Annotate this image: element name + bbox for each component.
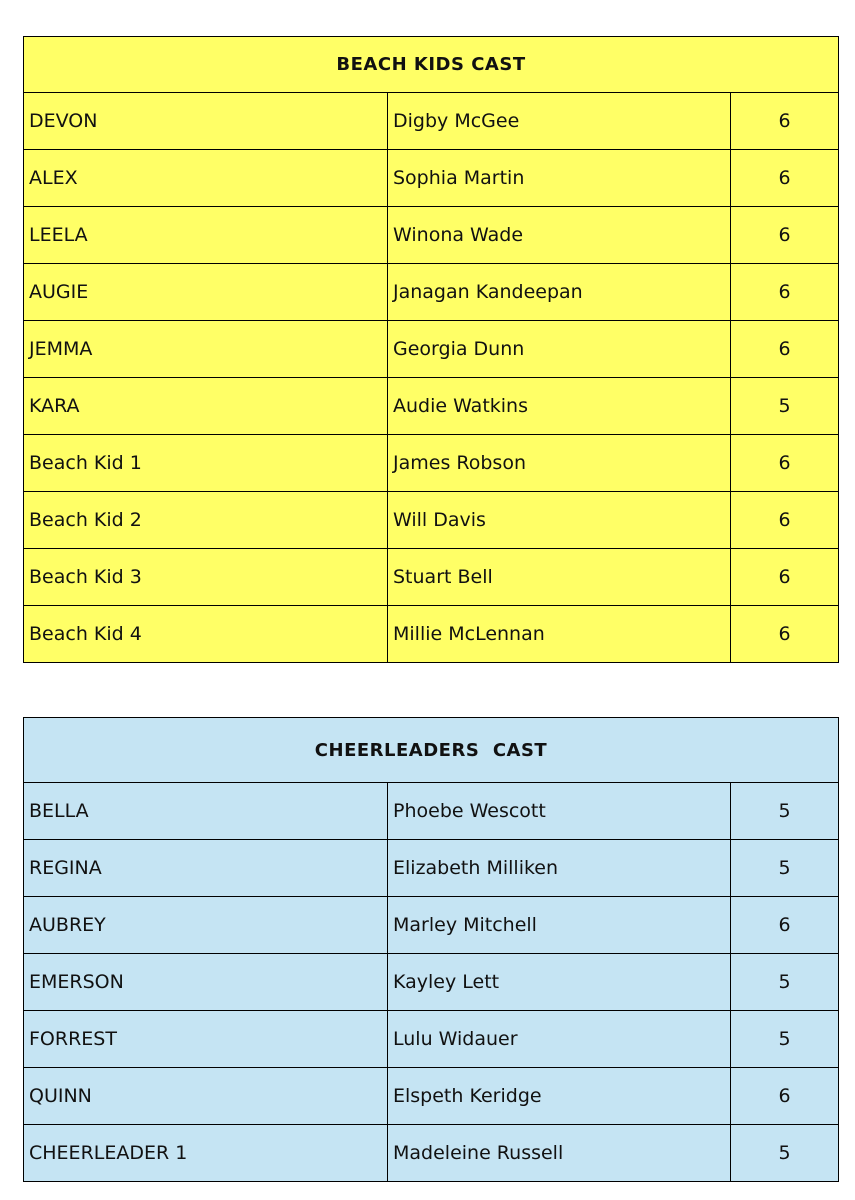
role-cell: Beach Kid 1 [24,435,388,492]
actor-cell: James Robson [388,435,731,492]
role-cell: Beach Kid 3 [24,549,388,606]
year-cell: 5 [731,1125,839,1182]
year-cell: 5 [731,378,839,435]
beach-kids-cast-table [23,36,839,663]
year-cell: 6 [731,606,839,663]
year-cell: 5 [731,1011,839,1068]
table-row [24,378,839,435]
actor-cell: Stuart Bell [388,549,731,606]
cheerleaders-title: CHEERLEADERS CAST [24,718,839,783]
role-cell: FORREST [24,1011,388,1068]
role-cell: LEELA [24,207,388,264]
table-header-row [24,718,839,783]
actor-cell: Elizabeth Milliken [388,840,731,897]
actor-cell: Madeleine Russell [388,1125,731,1182]
year-cell: 6 [731,150,839,207]
actor-cell: Will Davis [388,492,731,549]
actor-cell: Millie McLennan [388,606,731,663]
actor-cell: Sophia Martin [388,150,731,207]
table-row [24,783,839,840]
table-row [24,93,839,150]
role-cell: REGINA [24,840,388,897]
year-cell: 6 [731,93,839,150]
actor-cell: Digby McGee [388,93,731,150]
year-cell: 6 [731,264,839,321]
role-cell: KARA [24,378,388,435]
role-cell: Beach Kid 4 [24,606,388,663]
table-row [24,207,839,264]
actor-cell: Janagan Kandeepan [388,264,731,321]
role-cell: CHEERLEADER 1 [24,1125,388,1182]
actor-cell: Lulu Widauer [388,1011,731,1068]
table-row [24,150,839,207]
table-row [24,264,839,321]
role-cell: QUINN [24,1068,388,1125]
table-row [24,1125,839,1182]
actor-cell: Marley Mitchell [388,897,731,954]
beach-kids-title: BEACH KIDS CAST [24,37,839,93]
table-row [24,954,839,1011]
cheerleaders-cast-table [23,717,839,1182]
actor-cell: Audie Watkins [388,378,731,435]
year-cell: 6 [731,207,839,264]
role-cell: EMERSON [24,954,388,1011]
table-row [24,1068,839,1125]
table-row [24,435,839,492]
table-header-row [24,37,839,93]
year-cell: 6 [731,1068,839,1125]
year-cell: 6 [731,549,839,606]
year-cell: 6 [731,321,839,378]
role-cell: AUBREY [24,897,388,954]
year-cell: 6 [731,492,839,549]
year-cell: 5 [731,783,839,840]
actor-cell: Winona Wade [388,207,731,264]
table-row [24,840,839,897]
year-cell: 5 [731,954,839,1011]
year-cell: 5 [731,840,839,897]
actor-cell: Elspeth Keridge [388,1068,731,1125]
table-row [24,897,839,954]
table-row [24,606,839,663]
table-row [24,1011,839,1068]
year-cell: 6 [731,435,839,492]
actor-cell: Phoebe Wescott [388,783,731,840]
table-row [24,321,839,378]
actor-cell: Georgia Dunn [388,321,731,378]
role-cell: BELLA [24,783,388,840]
table-row [24,492,839,549]
role-cell: Beach Kid 2 [24,492,388,549]
actor-cell: Kayley Lett [388,954,731,1011]
year-cell: 6 [731,897,839,954]
role-cell: ALEX [24,150,388,207]
role-cell: AUGIE [24,264,388,321]
table-row [24,549,839,606]
role-cell: DEVON [24,93,388,150]
role-cell: JEMMA [24,321,388,378]
